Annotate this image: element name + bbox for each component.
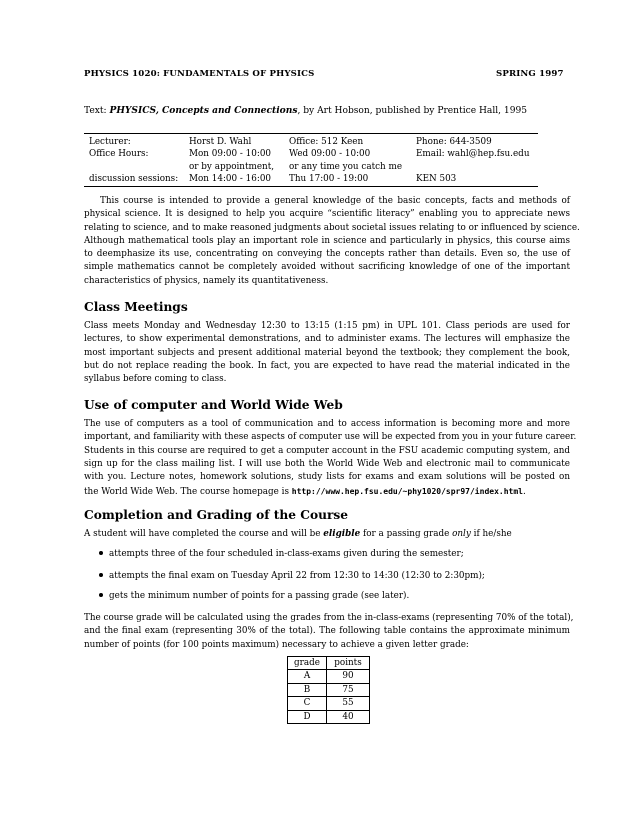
- text-line: This course is intended to provide a general knowledge of the basic concepts, facts and methods of: [100, 196, 570, 206]
- www-last-line: [84, 485, 570, 499]
- text-line: sign up for the class mailing list. I will use both the World Wide Web and electronic mail to communicate: [84, 458, 570, 469]
- course-title: PHYSICS 1020: FUNDAMENTALS OF PHYSICS: [84, 69, 315, 79]
- instructor-cell: Office Hours:: [89, 149, 149, 160]
- instructor-cell: discussion sessions:: [89, 173, 179, 184]
- semester: SPRING 1997: [496, 69, 564, 79]
- text-line: Class meets Monday and Wednesday 12:30 to 13:15 (1:15 pm) in UPL 101. Class periods are used for: [84, 321, 570, 331]
- text-line: but do not replace reading the book. In fact, you are expected to have read the material indicated in the: [84, 360, 570, 371]
- bullet-dot-icon: [99, 551, 103, 555]
- text-line: syllabus before coming to class.: [84, 374, 227, 385]
- rule-top: [84, 133, 538, 134]
- text-line: The course grade will be calculated using the grades from the in-class-exams (representing 70% of the total),: [84, 613, 574, 623]
- rule-bottom: [84, 186, 538, 187]
- points-cell: 55: [327, 697, 370, 710]
- instructor-cell: Horst D. Wahl: [189, 137, 252, 147]
- instructor-cell: Phone: 644-3509: [416, 137, 492, 147]
- bullet-text: attempts the final exam on Tuesday April 22 from 12:30 to 14:30 (12:30 to 2:30pm);: [109, 571, 485, 581]
- class-meetings-heading: Class Meetings: [84, 300, 188, 314]
- bullet-dot-icon: [99, 593, 103, 597]
- course-homepage-link[interactable]: http://www.hep.fsu.edu/~phy1020/spr97/index.html: [291, 486, 523, 496]
- grading-heading: Completion and Grading of the Course: [84, 508, 348, 522]
- instructor-row: [89, 173, 536, 185]
- instructor-cell: Mon 14:00 - 16:00: [189, 173, 272, 184]
- text-line: important, and familiarity with these aspects of computer use will be expected from you in your future career.: [84, 432, 577, 443]
- text-line: number of points (for 100 points maximum) necessary to achieve a given letter grade:: [84, 639, 469, 650]
- text-line: most important subjects and present additional material beyond the textbook; they complement the book,: [84, 347, 570, 358]
- textbook-prefix: Text:: [84, 106, 110, 116]
- grading-intro-prefix: A student will have completed the course and will be: [84, 529, 324, 539]
- text-line: and the final exam (representing 30% of the total). The following table contains the approximate minimum: [84, 626, 570, 637]
- grading-intro-middle: for a passing grade: [360, 529, 453, 539]
- www-last-prefix: the World Wide Web. The course homepage is: [84, 486, 292, 497]
- text-line: Students in this course are required to get a computer account in the FSU academic computing system, and: [84, 445, 570, 456]
- instructor-cell: [89, 161, 189, 173]
- text-line: with you. Lecture notes, homework solutions, study lists for exams and exam solutions will be posted on: [84, 472, 570, 483]
- bullet-item: [99, 591, 409, 601]
- bullet-text: attempts three of the four scheduled in-class-exams given during the semester;: [109, 549, 464, 559]
- grade-row: [288, 697, 370, 710]
- instructor-row: [89, 136, 536, 148]
- grading-intro-eligible: eligible: [323, 529, 361, 539]
- grade-table-header: points: [327, 657, 370, 670]
- instructor-table: [89, 136, 536, 185]
- instructor-cell: or any time you catch me: [289, 161, 403, 172]
- text-line: characteristics of physics, namely its quantitativeness.: [84, 275, 329, 286]
- grade-table: [287, 656, 370, 724]
- instructor-cell: Thu 17:00 - 19:00: [289, 173, 369, 184]
- bullet-dot-icon: [99, 573, 103, 577]
- letter-grade-cell: D: [288, 710, 327, 723]
- instructor-cell: Wed 09:00 - 10:00: [289, 149, 371, 160]
- grade-row: [288, 710, 370, 723]
- grade-calc-paragraph: [84, 612, 574, 652]
- text-line: simple mathematics cannot be completely avoided without sacrificing knowledge of one of the important: [84, 262, 570, 273]
- points-cell: 40: [327, 710, 370, 723]
- textbook-title: PHYSICS, Concepts and Connections: [109, 105, 298, 116]
- www-last-suffix: .: [522, 486, 526, 497]
- bullet-item: [99, 571, 485, 581]
- text-line: relating to science, and to make reasoned judgments about societal issues relating to or influenced by science.: [84, 222, 580, 233]
- text-line: to deemphasize its use, concentrating on conveying the concepts rather than details. Even so, the use of: [84, 249, 570, 260]
- grading-intro-only: only: [452, 529, 471, 539]
- text-line: Although mathematical tools play an important role in science and particularly in physics, this course aims: [84, 235, 570, 246]
- grading-intro: [84, 528, 512, 541]
- instructor-cell: Email: wahl@hep.fsu.edu: [416, 149, 530, 160]
- letter-grade-cell: C: [288, 697, 327, 710]
- grading-intro-suffix: if he/she: [470, 529, 512, 539]
- class-meetings-paragraph: [84, 320, 570, 386]
- text-line: The use of computers as a tool of communication and to access information is becoming more and more: [84, 419, 570, 429]
- text-line: physical science. It is designed to help you acquire “scientific literacy” enabling you to appreciate news: [84, 209, 570, 220]
- www-heading: Use of computer and World Wide Web: [84, 398, 343, 412]
- instructor-cell: or by appointment,: [189, 161, 275, 172]
- letter-grade-cell: B: [288, 683, 327, 696]
- instructor-cell: Lecturer:: [89, 137, 131, 147]
- grade-row: [288, 683, 370, 696]
- instructor-row: [89, 148, 536, 160]
- letter-grade-cell: A: [288, 670, 327, 683]
- instructor-cell: Mon 09:00 - 10:00: [189, 149, 272, 160]
- instructor-row: [89, 161, 536, 173]
- text-line: lectures, to show experimental demonstrations, and to administer exams. The lectures will emphasize the: [84, 334, 570, 345]
- www-paragraph: [84, 418, 577, 484]
- bullet-item: [99, 549, 464, 559]
- instructor-cell: Office: 512 Keen: [289, 137, 364, 147]
- intro-paragraph: [84, 195, 580, 288]
- instructor-cell: [416, 161, 536, 173]
- points-cell: 75: [327, 683, 370, 696]
- grade-table-header: grade: [288, 657, 327, 670]
- bullet-text: gets the minimum number of points for a passing grade (see later).: [109, 591, 410, 601]
- textbook-line: [84, 104, 527, 118]
- instructor-cell: KEN 503: [416, 173, 457, 184]
- textbook-suffix: , by Art Hobson, published by Prentice Hall, 1995: [297, 106, 528, 116]
- points-cell: 90: [327, 670, 370, 683]
- grade-row: [288, 670, 370, 683]
